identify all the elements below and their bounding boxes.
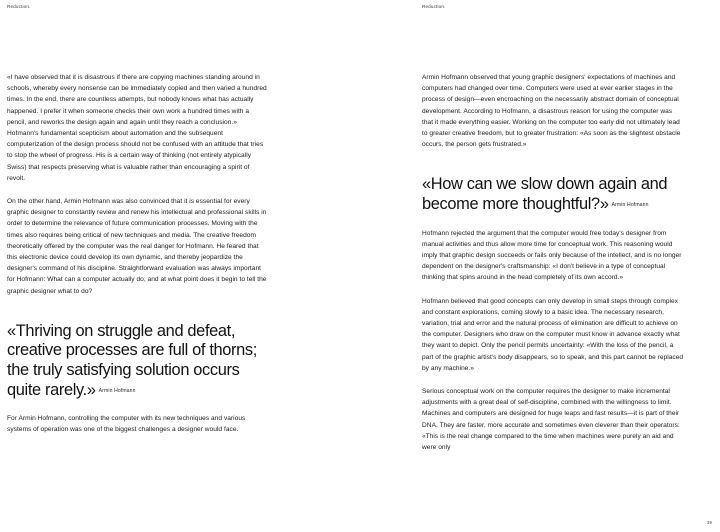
left-quote-spacer [7,309,269,322]
right-paragraph-2: Hofmann rejected the argument that the computer would free today's designer from manual activities and thus allow more time for conceptual work. This reasoning would imply that graphic design succeeds or fails only because of the intellect, and is no longer dependent on the designer's craftsmanship: «I don't believe in a type of conceptual thinking that spins around in the head completely of its own accord.» [422,229,682,282]
section-headline [422,175,684,214]
left-pull-quote-attribution: Armin Hofmann [98,387,136,394]
left-paragraph-2: On the other hand, Armin Hofmann was also convinced that it is essential for every graphic designer to constantly review and renew his intellectual and professional skills in order to determine the relevance of future communication processes. Moving with the times also requires being critical of new techniques and media. The creative freedom theoretically offered by the computer was the real danger for Hofmann. He feared that this electronic device could develop its own dynamic, and thereby jeopardize the designer's command of his discipline. Straightforward evaluation was always important for Hofmann: What can a computer actually do, and at what point does it begin to tell the graphic designer what to do? [7,198,267,295]
section-headline-attribution: Armin Hofmann [611,202,649,209]
right-headline-spacer [422,162,684,175]
left-text-column [7,72,269,436]
running-header-left: Reduction. [7,4,31,9]
right-paragraph-1: Armin Hofmann observed that young graphic designers' expectations of machines and computers had changed over time. Computers were used at ever earlier stages in the process of design—even encroaching on the necessarily abstract domain of conceptual development. According to Hofmann, a disastrous reason for using the computer was that it made everything easier. Working on the computer too early did not ultimately lead to greater creative freedom, but to greater frustration: «As soon as the slightest obstacle occurs, the person gets frustrated.» [422,74,681,149]
running-header-right: Reduction. [422,4,446,9]
right-paragraph-4: Serious conceptual work on the computer requires the designer to make incremental adjustments with a great deal of self-discipline, combined with the willingness to limit. Machines and computers are designed for huge leaps and fast results—it is part of their DNA. They are faster, more accurate and sometimes even cleverer than their operators: «This is the real change compared to the time when machines were purely an aid and were only [422,388,680,452]
left-paragraph-1: «I have observed that it is disastrous if there are copying machines standing around in schools, whereby every nonsense can be immediately copied and then varied a hundred times. In the end, there are countless attempts, but nobody knows what has actually happened. I prefer it when someone checks their own work a hundred times with a pencil, and reworks the design again and again until they reach a conclusion.» Hofmann's fundamental scepticism about automation and the subsequent computerization of the design process should not be confused with an attitude that tries to stop the wheel of progress. His is a certain way of thinking (not entirely atypically Swiss) that respects preserving what is valuable rather than encouraging a spirit of revolt. [7,74,267,182]
section-headline-text: «How can we slow down again and become more thoughtful?» [422,175,668,214]
right-text-column [422,72,684,453]
right-paragraph-3: Hofmann believed that good concepts can only develop in small steps through complex and constant explorations, coming slowly to a basic idea. The necessary research, variation, trial and error and the natural process of elimination are difficult to achieve on the computer. Designers who draw on the computer must know in advance exactly what they want to depict. Only the pencil permits uncertainty: «With the loss of the pencil, a part of the graphic artist's body disappears, so to speak, and this part cannot be replaced by any machine.» [422,297,684,372]
left-pull-quote-text: «Thriving on struggle and defeat, creative processes are full of thorns; the truly satisfying solution occurs quite rarely.» [7,321,257,399]
left-paragraph-3: For Armin Hofmann, controlling the computer with its new techniques and various systems of operation was one of the biggest challenges a designer would face. [7,415,246,434]
page-number: 39 [707,519,712,525]
left-pull-quote [7,322,269,400]
